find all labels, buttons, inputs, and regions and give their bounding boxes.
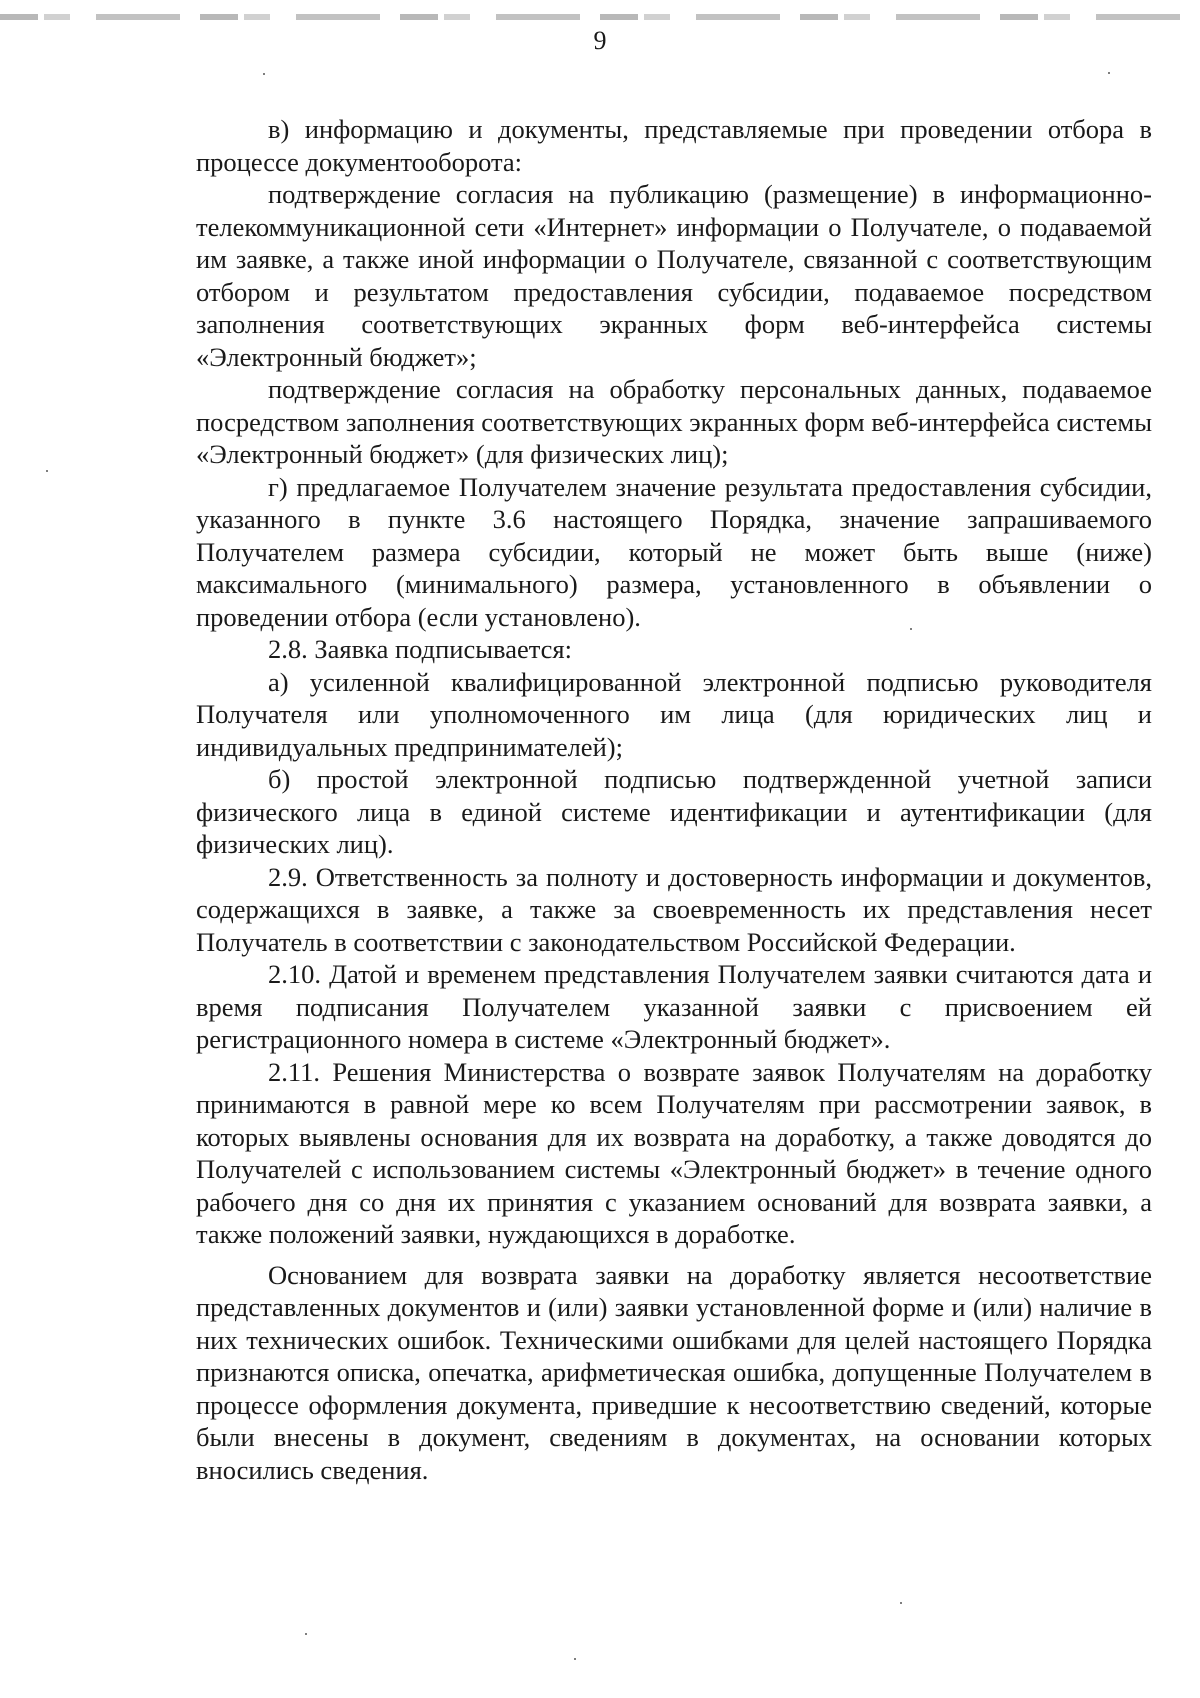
page-number: 9: [593, 26, 607, 55]
paragraph-2-9: 2.9. Ответственность за полноту и достоверность информации и документов, содержащихся в заявке, а также за своевременность их представления несет Получатель в соответствии с законодательством Российской Федерации.: [196, 861, 1152, 957]
paragraph-g: г) предлагаемое Получателем значение результата предоставления субсидии, указанного в пункте 3.6 настоящего Порядка, значение запрашиваемого Получателем размера субсидии, который не может быть выше (ниже) максимального (минимального) размера, установленного в объявлении о проведении отбора (если установлено).: [196, 471, 1152, 632]
scan-speck: [46, 470, 48, 472]
paragraph-2-11: 2.11. Решения Министерства о возврате заявок Получателям на доработку принимаются в равной мере ко всем Получателям при рассмотрении заявок, в которых выявлены основания для их возврата на доработку, а также доводятся до Получателей с использованием системы «Электронный бюджет» в течение одного рабочего дня со дня их принятия с указанием оснований для возврата заявки, а также положений заявки, нуждающихся в доработке.: [196, 1056, 1152, 1249]
scan-speck: [574, 1658, 576, 1660]
paragraph-v: в) информацию и документы, представляемые при проведении отбора в процессе документооборота:: [196, 114, 1152, 177]
scan-speck: [1108, 72, 1110, 74]
document-body: [196, 113, 1152, 1486]
paragraph-return-grounds: Основанием для возврата заявки на доработку является несоответствие представленных документов и (или) заявки установленной форме и (или) наличие в них технических ошибок. Техническими ошибками для целей настоящего Порядка признаются описка, опечатка, арифметическая ошибка, допущенные Получателем в процессе оформления документа, приведшие к несоответствию сведений, которые были внесены в документ, сведениям в документах, на основании которых вносились сведения.: [196, 1259, 1152, 1485]
paragraph-consent-personal-data: подтверждение согласия на обработку персональных данных, подаваемое посредством заполнения соответствующих экранных форм веб-интерфейса системы «Электронный бюджет» (для физических лиц);: [196, 374, 1152, 469]
scan-speck: [900, 1602, 902, 1604]
scan-speck: [910, 628, 912, 630]
paragraph-2-8: 2.8. Заявка подписывается:: [268, 634, 572, 664]
paragraph-2-10: 2.10. Датой и временем представления Получателем заявки считаются дата и время подписания Получателем указанной заявки с присвоением ей регистрационного номера в системе «Электронный бюджет».: [196, 959, 1152, 1054]
scan-speck: [305, 1633, 307, 1635]
paragraph-2-8-b: б) простой электронной подписью подтвержденной учетной записи физического лица в единой системе идентификации и аутентификации (для физических лиц).: [196, 764, 1152, 859]
scan-speck: [263, 73, 265, 75]
paragraph-consent-publication: подтверждение согласия на публикацию (размещение) в информационно-телекоммуникационной сети «Интернет» информации о Получателе, о подаваемой им заявке, а также иной информации о Получателе, связанной с соответствующим отбором и результатом предоставления субсидии, подаваемое посредством заполнения соответствующих экранных форм веб-интерфейса системы «Электронный бюджет»;: [196, 179, 1152, 372]
scan-edge-line: [0, 14, 1200, 20]
paragraph-2-8-a: а) усиленной квалифицированной электронной подписью руководителя Получателя или уполномоченного им лица (для юридических лиц и индивидуальных предпринимателей);: [196, 666, 1152, 762]
